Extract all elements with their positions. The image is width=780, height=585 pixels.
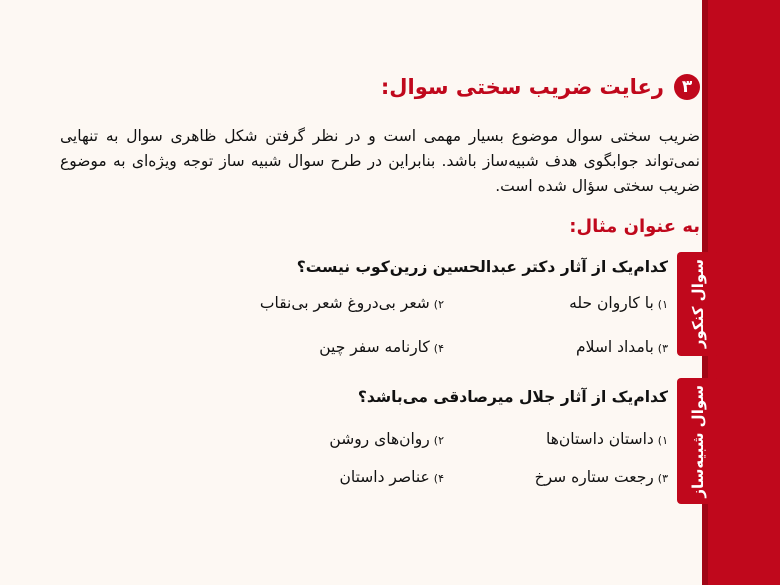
option-number: ۲) [433, 434, 444, 447]
q1-option-4 [319, 338, 444, 356]
section-title: رعایت ضریب سختی سوال: [380, 75, 664, 99]
q2-option-1 [546, 430, 668, 448]
option-text: عناصر داستان [339, 468, 430, 486]
q1-option-2 [260, 294, 444, 312]
option-number: ۱) [657, 298, 668, 311]
tag-konkur-question [677, 252, 719, 356]
question-1: کدام‌یک از آثار دکتر عبدالحسین زرین‌کوب نیست؟ [296, 258, 668, 276]
q2-option-3 [535, 468, 668, 486]
option-number: ۱) [657, 434, 668, 447]
option-text: روان‌های روشن [329, 430, 430, 448]
option-text: داستان داستان‌ها [546, 430, 654, 448]
section-number-badge: ۳ [674, 74, 700, 100]
tag-simulator-label: سوال شبیه‌ساز [689, 384, 707, 498]
option-number: ۴) [433, 472, 444, 485]
q2-option-2 [329, 430, 444, 448]
option-number: ۳) [657, 342, 668, 355]
example-title: به عنوان مثال: [569, 216, 700, 237]
intro-paragraph: ضریب سختی سوال موضوع بسیار مهمی است و در نظر گرفتن شکل ظاهری سوال به تنهایی نمی‌تواند جوابگوی هدف شبیه‌ساز باشد. بنابراین در طرح سوال شبیه ساز توجه ویژه‌ای به موضوع ضریب سختی سؤال شده است. [60, 127, 700, 195]
option-text: با کاروان حله [569, 294, 654, 312]
q2-option-4 [340, 468, 445, 486]
option-number: ۲) [433, 298, 444, 311]
option-text: رجعت ستاره سرخ [534, 468, 654, 486]
option-number: ۳) [657, 472, 668, 485]
tag-simulator-question [677, 378, 719, 504]
question-2: کدام‌یک از آثار جلال میرصادقی می‌باشد؟ [357, 388, 668, 406]
option-text: شعر بی‌دروغ شعر بی‌نقاب [259, 294, 430, 312]
option-text: بامداد اسلام [576, 338, 654, 356]
option-number: ۴) [433, 342, 444, 355]
section-heading [381, 74, 700, 100]
q1-option-3 [576, 338, 668, 356]
option-text: کارنامه سفر چین [319, 338, 430, 356]
q1-option-1 [569, 294, 668, 312]
tag-konkur-label: سوال کنکور [689, 259, 707, 349]
